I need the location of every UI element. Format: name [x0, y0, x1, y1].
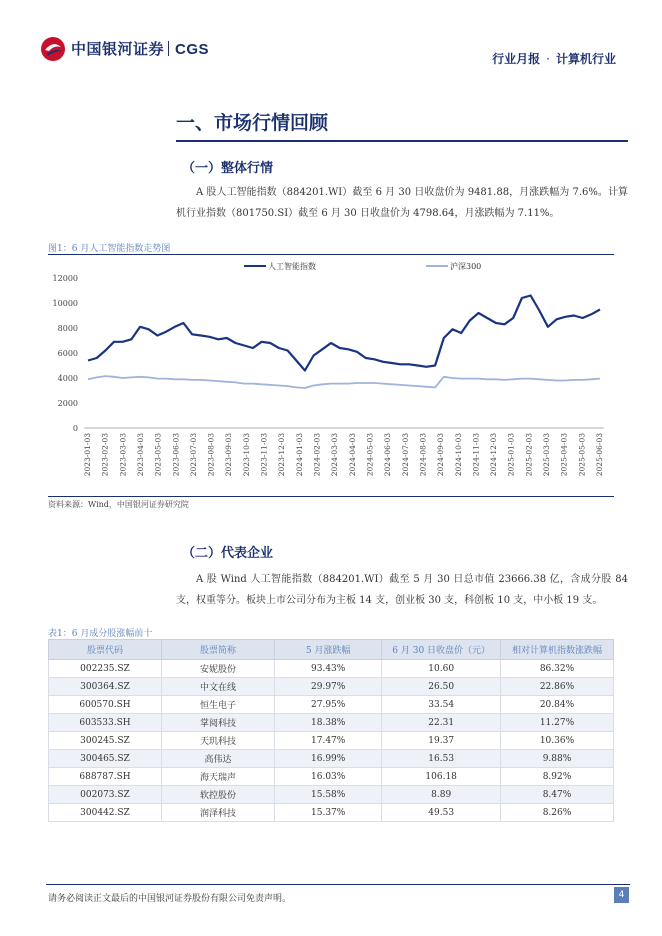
- cell-relative-change: 22.86%: [500, 678, 613, 696]
- figure-source: 资料来源：Wind，中国银河证券研究院: [48, 500, 189, 509]
- cell-relative-change: 20.84%: [500, 696, 613, 714]
- x-tick-label: 2025-01-03: [506, 433, 516, 477]
- x-tick-label: 2023-10-03: [241, 433, 251, 477]
- x-tick-label: 2025-05-03: [577, 433, 587, 477]
- top-gainers-table: [48, 639, 614, 822]
- figure-bottom-rule: [48, 496, 614, 497]
- x-tick-label: 2024-01-03: [294, 433, 304, 477]
- cell-name: 恒生电子: [162, 696, 275, 714]
- x-tick-label: 2023-06-03: [171, 433, 181, 477]
- cell-relative-change: 9.88%: [500, 750, 613, 768]
- cell-close-price: 49.53: [382, 804, 501, 822]
- series-line-csi300: [88, 376, 600, 388]
- cell-close-price: 8.89: [382, 786, 501, 804]
- cell-may-change: 18.38%: [275, 714, 382, 732]
- cell-code: 300442.SZ: [49, 804, 162, 822]
- cell-may-change: 16.03%: [275, 768, 382, 786]
- x-tick-label: 2024-02-03: [312, 433, 322, 477]
- x-tick-label: 2024-05-03: [365, 433, 375, 477]
- col-header-close-price: 6 月 30 日收盘价（元）: [382, 640, 501, 660]
- brand-name: [71, 38, 209, 59]
- x-tick-label: 2023-07-03: [188, 433, 198, 477]
- cell-close-price: 22.31: [382, 714, 501, 732]
- x-tick-label: 2025-04-03: [559, 433, 569, 477]
- x-tick-label: 2024-09-03: [436, 433, 446, 477]
- x-tick-label: 2024-08-03: [418, 433, 428, 477]
- col-header-may-change: 5 月涨跌幅: [275, 640, 382, 660]
- table-row: [49, 678, 614, 696]
- x-tick-label: 2025-03-03: [542, 433, 552, 477]
- brand-name-cn: 中国银河证券: [71, 40, 165, 58]
- cell-may-change: 16.99%: [275, 750, 382, 768]
- cell-may-change: 93.43%: [275, 660, 382, 678]
- cell-may-change: 27.95%: [275, 696, 382, 714]
- paragraph-overall: A 股人工智能指数（884201.WI）截至 6 月 30 日收盘价为 9481.88，月涨跌幅为 7.6%。计算机行业指数（801750.SI）截至 6 月 30 日收盘价为 4798.64，月涨跌幅为 7.11%。: [176, 187, 628, 219]
- y-tick-label: 8000: [57, 324, 78, 333]
- cell-name: 中文在线: [162, 678, 275, 696]
- col-header-code: 股票代码: [49, 640, 162, 660]
- cell-close-price: 33.54: [382, 696, 501, 714]
- x-tick-label: 2023-11-03: [259, 433, 269, 477]
- table-row: [49, 660, 614, 678]
- y-tick-label: 2000: [57, 399, 78, 408]
- x-tick-label: 2024-03-03: [330, 433, 340, 477]
- cell-relative-change: 8.26%: [500, 804, 613, 822]
- cell-relative-change: 8.92%: [500, 768, 613, 786]
- cell-close-price: 26.50: [382, 678, 501, 696]
- report-type: 行业月报: [492, 52, 541, 66]
- section-title: 一、市场行情回顾: [176, 112, 329, 134]
- cell-code: 002073.SZ: [49, 786, 162, 804]
- cell-relative-change: 86.32%: [500, 660, 613, 678]
- cell-close-price: 19.37: [382, 732, 501, 750]
- figure-top-rule: [48, 254, 614, 255]
- cell-name: 海天瑞声: [162, 768, 275, 786]
- report-category: [492, 50, 616, 67]
- legend-label: 人工智能指数: [268, 262, 316, 271]
- y-tick-label: 12000: [52, 274, 78, 283]
- table-row: [49, 732, 614, 750]
- cell-may-change: 15.58%: [275, 786, 382, 804]
- cell-code: 300245.SZ: [49, 732, 162, 750]
- cell-relative-change: 10.36%: [500, 732, 613, 750]
- y-tick-label: 0: [72, 424, 78, 433]
- col-header-name: 股票简称: [162, 640, 275, 660]
- x-tick-label: 2024-11-03: [471, 433, 481, 477]
- x-tick-label: 2023-12-03: [277, 433, 287, 477]
- x-tick-label: 2023-02-03: [100, 433, 110, 477]
- cell-code: 600570.SH: [49, 696, 162, 714]
- table-header-row: [49, 640, 614, 660]
- table-row: [49, 750, 614, 768]
- section-divider: [176, 140, 628, 142]
- chart-series: [88, 296, 600, 389]
- x-tick-label: 2025-06-03: [595, 433, 604, 477]
- x-tick-label: 2023-04-03: [135, 433, 145, 477]
- cell-name: 安妮股份: [162, 660, 275, 678]
- cell-name: 软控股份: [162, 786, 275, 804]
- y-tick-label: 4000: [57, 374, 78, 383]
- company-logo-icon: [40, 36, 66, 62]
- table-body: [49, 660, 614, 822]
- table-row: [49, 714, 614, 732]
- cell-may-change: 15.37%: [275, 804, 382, 822]
- cell-name: 天玑科技: [162, 732, 275, 750]
- legend-label: 沪深300: [450, 262, 482, 271]
- cell-close-price: 16.53: [382, 750, 501, 768]
- x-tick-label: 2024-07-03: [400, 433, 410, 477]
- cell-code: 603533.SH: [49, 714, 162, 732]
- cell-code: 688787.SH: [49, 768, 162, 786]
- page-number: 4: [614, 887, 629, 903]
- footer-rule: [46, 884, 630, 885]
- cell-may-change: 17.47%: [275, 732, 382, 750]
- y-tick-label: 6000: [57, 349, 78, 358]
- figure-caption: 图1：6 月人工智能指数走势图: [48, 244, 171, 254]
- header-separator: ·: [546, 52, 550, 66]
- subsection-title-overall: （一）整体行情: [182, 161, 274, 176]
- x-tick-label: 2024-04-03: [347, 433, 357, 477]
- col-header-relative-change: 相对计算机指数涨跌幅: [500, 640, 613, 660]
- series-line-ai-index: [88, 296, 600, 371]
- x-tick-label: 2024-06-03: [383, 433, 393, 477]
- table-row: [49, 786, 614, 804]
- brand-divider: [168, 41, 169, 56]
- cell-relative-change: 8.47%: [500, 786, 613, 804]
- y-tick-label: 10000: [52, 299, 78, 308]
- cell-may-change: 29.97%: [275, 678, 382, 696]
- cell-code: 300364.SZ: [49, 678, 162, 696]
- ai-index-line-chart: [48, 256, 614, 496]
- x-tick-label: 2023-03-03: [118, 433, 128, 477]
- cell-name: 润泽科技: [162, 804, 275, 822]
- cell-close-price: 106.18: [382, 768, 501, 786]
- cell-name: 高伟达: [162, 750, 275, 768]
- x-tick-label: 2023-05-03: [153, 433, 163, 477]
- x-tick-label: 2023-01-03: [83, 433, 92, 477]
- cell-relative-change: 11.27%: [500, 714, 613, 732]
- table-row: [49, 804, 614, 822]
- chart-legend: [244, 261, 481, 271]
- table-row: [49, 696, 614, 714]
- x-tick-label: 2025-02-03: [524, 433, 534, 477]
- industry-name: 计算机行业: [555, 52, 616, 66]
- x-tick-label: 2024-12-03: [489, 433, 499, 477]
- cell-close-price: 10.60: [382, 660, 501, 678]
- chart-x-axis: [83, 433, 604, 476]
- table-row: [49, 768, 614, 786]
- cell-code: 002235.SZ: [49, 660, 162, 678]
- footer-disclaimer: 请务必阅读正文最后的中国银河证券股份有限公司免责声明。: [48, 894, 292, 904]
- x-tick-label: 2024-10-03: [453, 433, 463, 477]
- subsection-title-companies: （二）代表企业: [182, 546, 274, 561]
- paragraph-companies: A 股 Wind 人工智能指数（884201.WI）截至 5 月 30 日总市值 23666.38 亿，含成分股 84 支，权重等分。板块上市公司分布为主板 14 支，创业板 30 支，科创板 10 支，中小板 19 支。: [176, 574, 628, 606]
- x-tick-label: 2023-08-03: [206, 433, 216, 477]
- brand-name-en: CGS: [175, 41, 210, 58]
- cell-code: 300465.SZ: [49, 750, 162, 768]
- table-caption: 表1：6 月成分股涨幅前十: [48, 629, 153, 639]
- cell-name: 掌阅科技: [162, 714, 275, 732]
- x-tick-label: 2023-09-03: [224, 433, 234, 477]
